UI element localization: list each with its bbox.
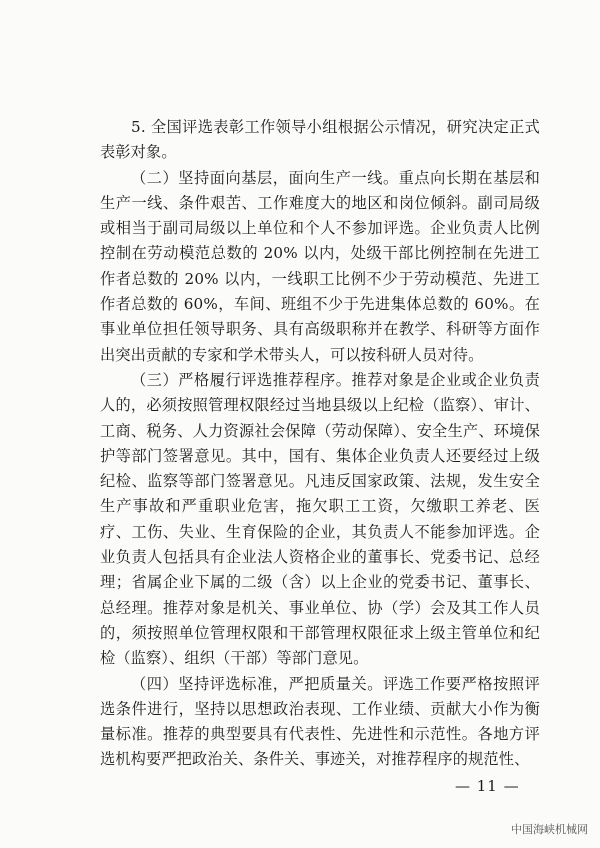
paragraph-section-4: （四）坚持评选标准，严把质量关。评选工作要严格按照评选条件进行，坚持以思想政治表现、工作业绩、贡献大小作为衡量标准。推荐的典型要具有代表性、先进性和示范性。各地方评选机构要严把政治关、条件关、事迹关，对推荐程序的规范性、 — [100, 674, 540, 769]
paragraph-section-3: （三）严格履行评选推荐程序。推荐对象是企业或企业负责人的，必须按照管理权限经过当地县级以上纪检（监察）、审计、工商、税务、人力资源社会保障（劳动保障）、安全生产、环境保护等部门签署意见。其中，国有、集体企业负责人还要经过上级纪检、监察等部门签署意见。凡违反国家政策、法规，发生安全生产事故和严重职业危害，拖欠职工工资，欠缴职工养老、医疗、工伤、失业、生育保险的企业，其负责人不能参加评选。企业负责人包括具有企业法人资格企业的董事长、党委书记、总经理；省属企业下属的二级（含）以上企业的党委书记、董事长、总经理。推荐对象是机关、事业单位、协（学）会及其工作人员的，须按照单位管理权限和干部管理权限征求上级主管单位和纪检（监察）、组织（干部）等部门意见。 — [100, 370, 540, 668]
site-watermark: 中国海峡机械网 — [511, 823, 588, 836]
page-number: — 11 — — [455, 777, 520, 795]
paragraph-section-2: （二）坚持面向基层，面向生产一线。重点向长期在基层和生产一线、条件艰苦、工作难度大的地区和岗位倾斜。副司局级或相当于副司局级以上单位和个人不参加评选。企业负责人比例控制在劳动模范总数的 20% 以内，处级干部比例控制在先进工作者总数的 20% 以内，一线职工比例不少于劳动模范、先进工作者总数的 60%，车间、班组不少于先进集体总数的 60%。在事业单位担任领导职务、具有高级职称并在教学、科研等方面作出突出贡献的专家和学术带头人，可以按科研人员对待。 — [100, 168, 540, 364]
paragraph-item-5: 5. 全国评选表彰工作领导小组根据公示情况，研究决定正式表彰对象。 — [100, 118, 540, 162]
document-body — [100, 115, 540, 773]
